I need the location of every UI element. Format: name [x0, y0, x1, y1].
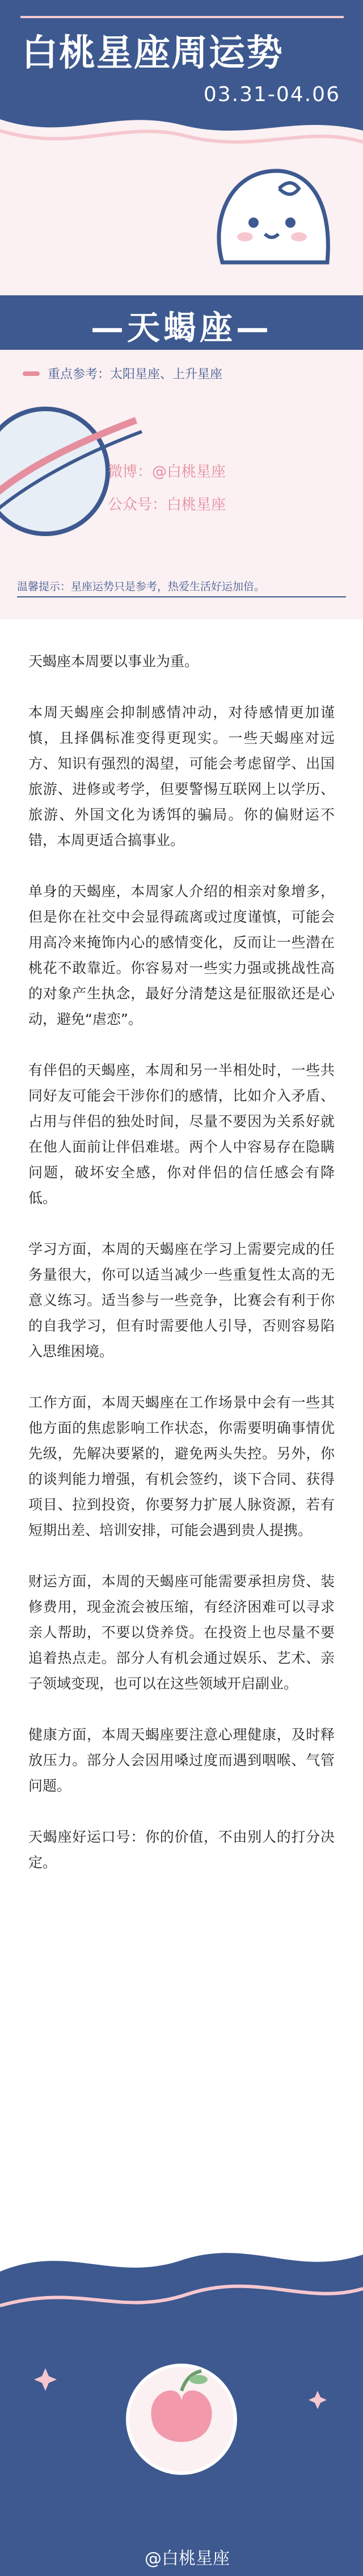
wechat-handle: 公众号：白桃星座 — [108, 496, 226, 513]
paragraph: 天蝎座本周要以事业为重。 — [28, 653, 199, 670]
footer-art — [0, 2220, 363, 2576]
paragraph: 工作方面，本周天蝎座在工作场景中会有一些其他方面的焦虑影响工作状态，你需要明确事情优先级，先解决要紧的，避免两头失控。另外，你的谈判能力增强，有机会签约，谈下合同、获得项目、拉到投资，你要努力扩展人脉资源，若有短期出差、培训安排，可能会遇到贵人提携。 — [28, 1394, 335, 1538]
reference-note: 重点参考：太阳星座、上升星座 — [48, 367, 223, 382]
paragraph: 学习方面，本周的天蝎座在学习上需要完成的任务量很大，你可以适当减少一些重复性太高的无意义练习。适当参与一些竞争，比赛会有利于你的自我学习，但有时需要他人引导，否则容易陷入思维困境。 — [28, 1241, 335, 1360]
weibo-handle: 微博：@白桃星座 — [108, 463, 226, 480]
tip-note: 温馨提示：星座运势只是参考，热爱生活好运加倍。 — [17, 580, 265, 593]
article-body — [28, 649, 335, 1901]
zodiac-sign-title: —天蝎座— — [90, 308, 272, 347]
page-title: 白桃星座周运势 — [22, 32, 284, 74]
paragraph: 有伴侣的天蝎座，本周和另一半相处时，一些共同好友可能会干涉你们的感情，比如介入矛盾、占用与伴侣的独处时间，尽量不要因为关系好就在他人面前让伴侣难堪。两个人中容易存在隐瞒问题，破坏安全感，你对伴侣的信任感会有降低。 — [28, 1062, 335, 1206]
footer-decoration — [0, 2220, 363, 2576]
paragraph: 单身的天蝎座，本周家人介绍的相亲对象增多，但是你在社交中会显得疏离或过度谨慎，可能会用高冷来掩饰内心的感情变化，反而让一些潜在桃花不敢靠近。你容易对一些实力强或挑战性高的对象产生执念，最好分清楚这是征服欲还是心动，避免“虐恋”。 — [28, 883, 335, 1027]
cloud-mascot-icon — [205, 154, 336, 274]
paragraph: 本周天蝎座会抑制感情冲动，对待感情更加谨慎，且择偶标准变得更现实。一些天蝎座对远方、知识有强烈的渴望，可能会考虑留学、出国旅游、进修或考学，但要警惕互联网上以学历、旅游、外国文化为诱饵的骗局。你的偏财运不错，本周更适合搞事业。 — [28, 704, 335, 848]
paragraph: 天蝎座好运口号：你的价值，不由别人的打分决定。 — [28, 1829, 335, 1871]
tip-divider — [17, 596, 346, 597]
date-range: 03.31-04.06 — [203, 83, 340, 106]
paragraph: 健康方面，本周天蝎座要注意心理健康，及时释放压力。部分人会因用嗓过度而遇到咽喉、气管问题。 — [28, 1726, 335, 1794]
title-underline — [20, 16, 344, 18]
paragraph: 财运方面，本周的天蝎座可能需要承担房贷、装修费用，现金流会被压缩，有经济困难可以寻求亲人帮助，不要以贷养贷。在投资上也尽量不要追着热点走。部分人有机会通过娱乐、艺术、亲子领域变现，也可以在这些领域开启副业。 — [28, 1573, 335, 1692]
footer-watermark: @白桃星座 — [145, 2549, 230, 2569]
header-banner — [0, 0, 363, 619]
